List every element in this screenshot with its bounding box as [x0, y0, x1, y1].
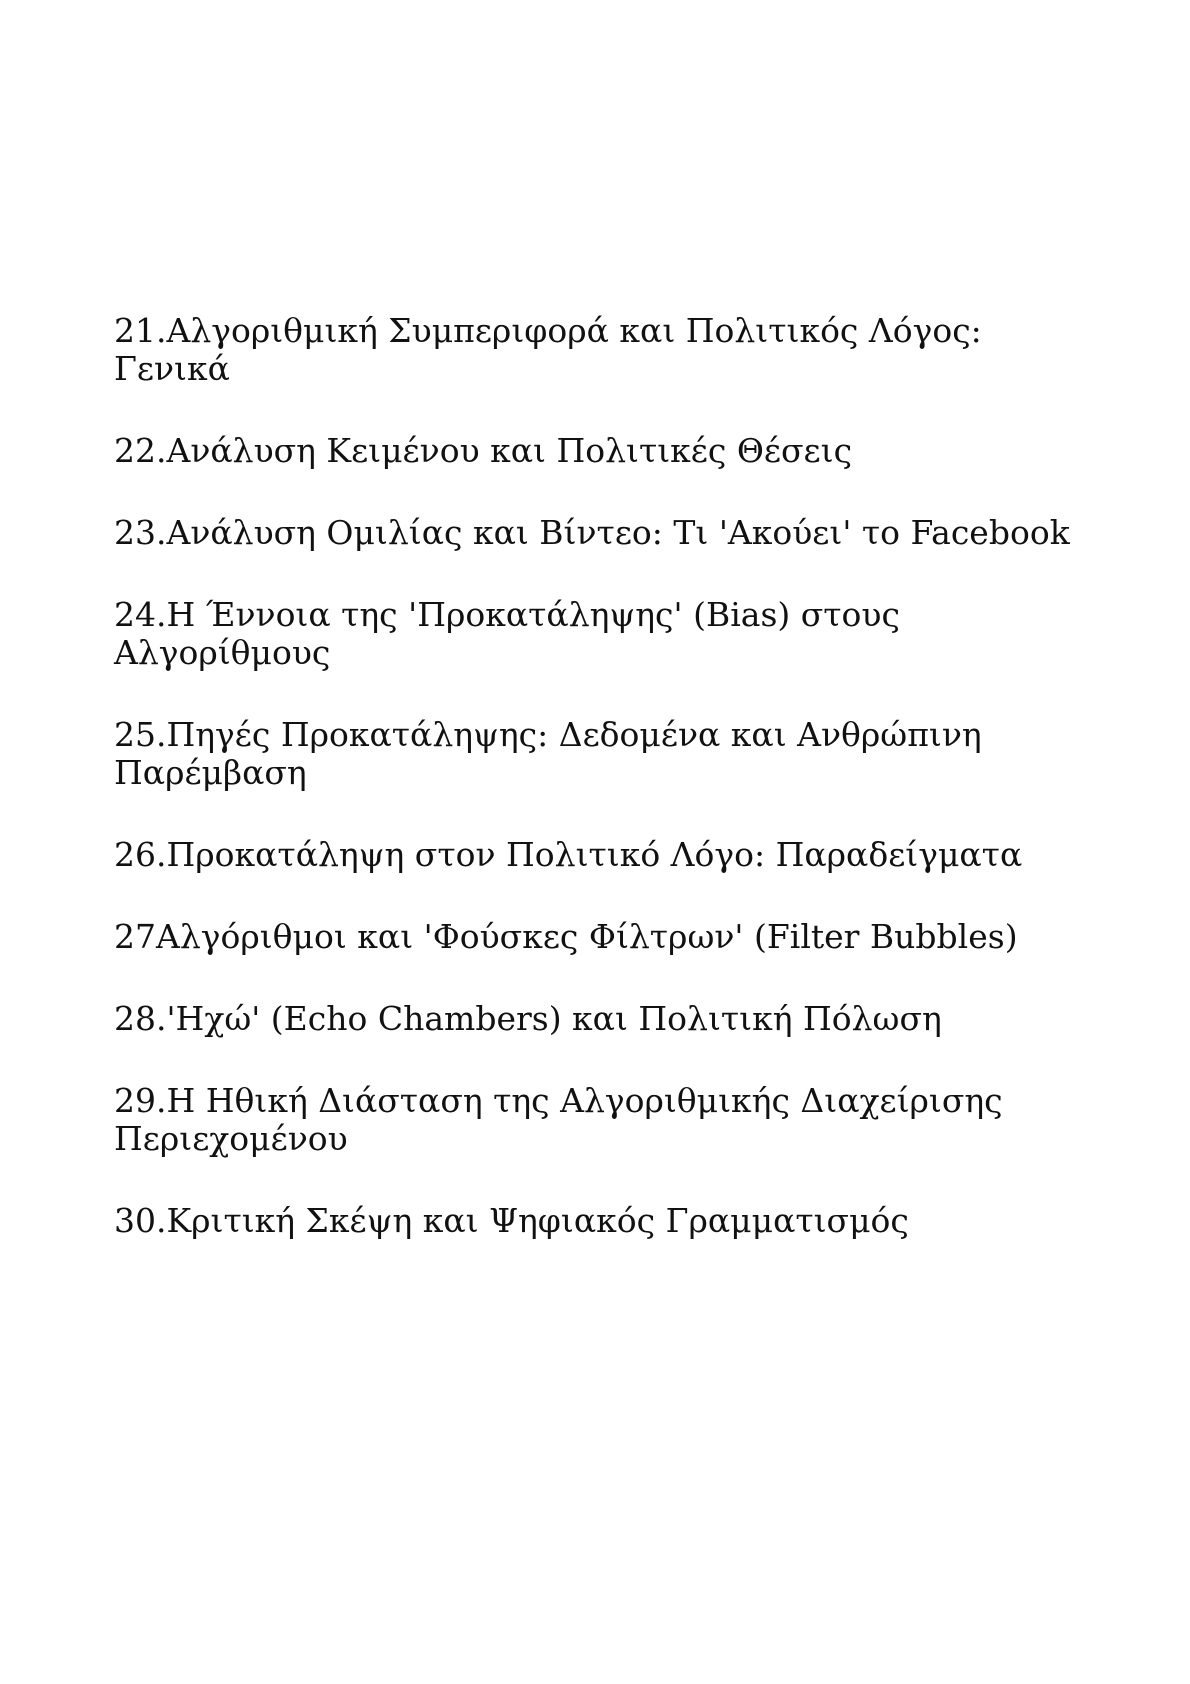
toc-item-25: 25.Πηγές Προκατάληψης: Δεδομένα και Ανθρώπινη Παρέμβαση [114, 715, 982, 792]
toc-item-21: 21.Αλγοριθμική Συμπεριφορά και Πολιτικός Λόγος: Γενικά [114, 311, 982, 388]
toc-item-27: 27Αλγόριθμοι και 'Φούσκες Φίλτρων' (Filter Bubbles) [114, 917, 1018, 956]
toc-item-22: 22.Ανάλυση Κειμένου και Πολιτικές Θέσεις [114, 431, 853, 470]
toc-item-29: 29.Η Ηθική Διάσταση της Αλγοριθμικής Διαχείρισης Περιεχομένου [114, 1081, 1003, 1158]
toc-item-24: 24.Η Έννοια της 'Προκατάληψης' (Bias) στους Αλγορίθμους [114, 595, 900, 672]
toc-item-26: 26.Προκατάληψη στον Πολιτικό Λόγο: Παραδείγματα [114, 835, 1023, 874]
table-of-contents [114, 312, 1094, 1284]
toc-item-30: 30.Κριτική Σκέψη και Ψηφιακός Γραμματισμός [114, 1201, 909, 1240]
toc-item-28: 28.'Ηχώ' (Echo Chambers) και Πολιτική Πόλωση [114, 999, 942, 1038]
toc-item-23: 23.Ανάλυση Ομιλίας και Βίντεο: Τι 'Ακούει' το Facebook [114, 513, 1070, 552]
